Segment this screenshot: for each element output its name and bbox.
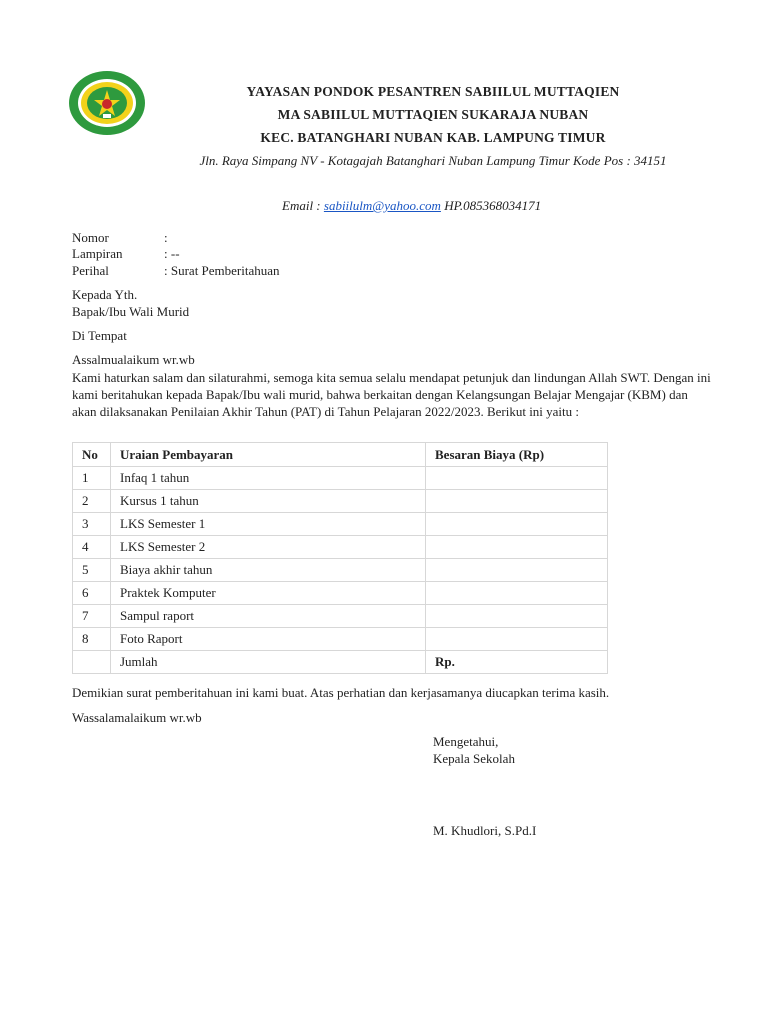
recipient-place: Di Tempat xyxy=(72,328,127,343)
table-row xyxy=(73,490,608,513)
table-row xyxy=(73,559,608,582)
meta-nomor xyxy=(72,230,168,246)
row-no: 1 xyxy=(73,467,111,490)
foundation-name: YAYASAN PONDOK PESANTREN SABIILUL MUTTAQIEN xyxy=(246,84,620,99)
row-description: Praktek Komputer xyxy=(111,582,426,605)
row-no: 6 xyxy=(73,582,111,605)
row-amount xyxy=(426,490,608,513)
row-no: 8 xyxy=(73,628,111,651)
row-description: LKS Semester 1 xyxy=(111,513,426,536)
farewell-text: Wassalamalaikum wr.wb xyxy=(72,710,202,725)
table-header-row xyxy=(73,443,608,467)
email-label: Email : xyxy=(282,198,321,213)
closing-text: Demikian surat pemberitahuan ini kami buat. Atas perhatian dan kerjasamanya diucapkan terima kasih. xyxy=(72,685,610,700)
row-amount xyxy=(426,605,608,628)
row-description: Biaya akhir tahun xyxy=(111,559,426,582)
greeting: Assalmualaikum wr.wb xyxy=(72,352,195,367)
row-description: Foto Raport xyxy=(111,628,426,651)
row-no: 5 xyxy=(73,559,111,582)
row-amount xyxy=(426,536,608,559)
row-no: 3 xyxy=(73,513,111,536)
row-amount xyxy=(426,628,608,651)
header-amount: Besaran Biaya (Rp) xyxy=(426,443,608,467)
nomor-label: Nomor xyxy=(72,230,109,245)
perihal-value: : Surat Pemberitahuan xyxy=(164,263,280,278)
table-total-row xyxy=(73,651,608,674)
meta-lampiran xyxy=(72,246,180,262)
table-row xyxy=(73,536,608,559)
row-description: LKS Semester 2 xyxy=(111,536,426,559)
recipient-kepada: Kepada Yth. xyxy=(72,287,138,302)
row-amount xyxy=(426,582,608,605)
row-amount xyxy=(426,467,608,490)
nomor-value: : xyxy=(164,230,168,245)
total-label: Jumlah xyxy=(111,651,426,674)
recipient-to: Bapak/Ibu Wali Murid xyxy=(72,304,190,319)
meta-perihal xyxy=(72,263,280,279)
header-no: No xyxy=(73,443,111,467)
body-paragraph: Kami haturkan salam dan silaturahmi, semoga kita semua selalu mendapat petunjuk dan lindungan Allah SWT. Dengan ini kami beritahukan kepada Bapak/Ibu wali murid, bahwa berkaitan dengan Kelangsungan Belajar Mengajar (KBM) dan akan dilaksanakan Penilaian Akhir Tahun (PAT) di Tahun Pelajaran 2022/2023. Berikut ini yaitu : xyxy=(72,370,711,419)
row-no: 4 xyxy=(73,536,111,559)
table-row xyxy=(73,582,608,605)
email-link[interactable]: sabiilulm@yahoo.com xyxy=(323,198,441,213)
total-value: Rp. xyxy=(426,651,608,674)
row-no: 7 xyxy=(73,605,111,628)
row-amount xyxy=(426,513,608,536)
phone-number: HP.085368034171 xyxy=(444,198,542,213)
lampiran-label: Lampiran xyxy=(72,246,123,261)
row-description: Infaq 1 tahun xyxy=(111,467,426,490)
signature-title: Kepala Sekolah xyxy=(433,751,515,766)
contact-line xyxy=(282,198,541,214)
table-row xyxy=(73,605,608,628)
row-description: Kursus 1 tahun xyxy=(111,490,426,513)
table-row xyxy=(73,628,608,651)
school-address: Jln. Raya Simpang NV - Kotagajah Batanghari Nuban Lampung Timur Kode Pos : 34151 xyxy=(199,153,667,168)
row-description: Sampul raport xyxy=(111,605,426,628)
total-no xyxy=(73,651,111,674)
table-row xyxy=(73,513,608,536)
signature-name: M. Khudlori, S.Pd.I xyxy=(433,823,537,838)
signature-acknowledged: Mengetahui, xyxy=(433,734,499,749)
fees-table xyxy=(72,442,608,674)
perihal-label: Perihal xyxy=(72,263,109,278)
header-description: Uraian Pembayaran xyxy=(111,443,426,467)
school-logo xyxy=(68,70,146,136)
row-amount xyxy=(426,559,608,582)
lampiran-value: : -- xyxy=(164,246,180,261)
school-name: MA SABIILUL MUTTAQIEN SUKARAJA NUBAN xyxy=(277,107,589,122)
district-name: KEC. BATANGHARI NUBAN KAB. LAMPUNG TIMUR xyxy=(260,130,606,145)
row-no: 2 xyxy=(73,490,111,513)
table-row xyxy=(73,467,608,490)
